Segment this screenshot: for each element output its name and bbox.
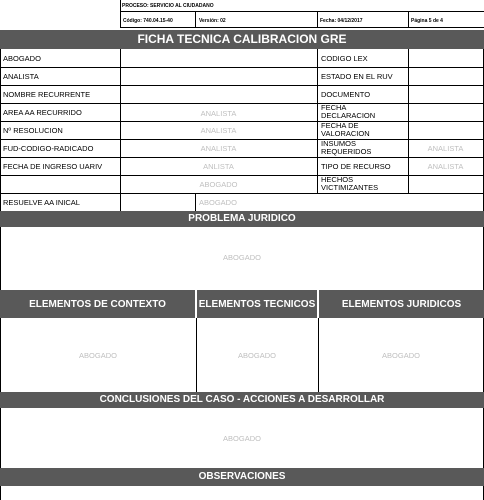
abogado-label: ABOGADO — [3, 54, 41, 63]
resuelve-label: RESUELVE AA INICAL — [3, 198, 80, 207]
contexto-placeholder: ABOGADO — [79, 351, 117, 360]
contexto-header: ELEMENTOS DE CONTEXTO — [0, 290, 195, 318]
process-label: PROCESO: SERVICIO AL CIUDADANO — [122, 3, 214, 9]
documento-label: DOCUMENTO — [321, 90, 371, 99]
nombre-recurrente-label: NOMBRE RECURRENTE — [3, 90, 91, 99]
fecha-ingreso-label: FECHA DE INGRESO UARIV — [3, 162, 103, 171]
analista-label: ANALISTA — [3, 72, 39, 81]
conclusiones-header: CONCLUSIONES DEL CASO - ACCIONES A DESARROLLAR — [0, 392, 484, 408]
tecnicos-placeholder: ABOGADO — [238, 351, 276, 360]
tipo-recurso-placeholder: ANALISTA — [427, 162, 464, 171]
row8-placeholder: ABOGADO — [199, 180, 238, 189]
page-label: Página 5 de 4 — [411, 18, 443, 24]
n-resolucion-label: Nº RESOLUCION — [3, 126, 63, 135]
insumos-label: INSUMOS REQUERIDOS — [321, 139, 372, 156]
form-title: FICHA TECNICA CALIBRACION GRE — [0, 30, 484, 49]
date-label: Fecha: 04/12/2017 — [320, 18, 363, 24]
observaciones-header: OBSERVACIONES — [0, 468, 484, 486]
fud-label: FUD-CODIGO-RADICADO — [3, 144, 94, 153]
estado-ruv-label: ESTADO EN EL RUV — [321, 72, 393, 81]
tecnicos-header: ELEMENTOS TECNICOS — [197, 290, 317, 318]
n-resolucion-placeholder: ANALISTA — [200, 126, 237, 135]
fecha-ingreso-placeholder: ANLISTA — [203, 162, 234, 171]
resuelve-placeholder: ABOGADO — [199, 198, 237, 207]
insumos-placeholder: ANALISTA — [427, 144, 464, 153]
problema-header: PROBLEMA JURIDICO — [0, 211, 484, 227]
area-aa-label: AREA AA RECURRIDO — [3, 108, 82, 117]
conclusiones-placeholder: ABOGADO — [223, 434, 261, 443]
version-label: Versión: 02 — [199, 18, 226, 24]
juridicos-header: ELEMENTOS JURIDICOS — [319, 290, 484, 318]
fecha-declaracion-label: FECHA DECLARACION — [321, 103, 376, 120]
juridicos-placeholder: ABOGADO — [382, 351, 420, 360]
area-aa-placeholder: ANALISTA — [200, 109, 237, 118]
codigo-lex-label: CODIGO LEX — [321, 54, 368, 63]
problema-placeholder: ABOGADO — [223, 253, 261, 262]
tipo-recurso-label: TIPO DE RECURSO — [321, 162, 391, 171]
code-label: Código: 740.04.15-40 — [123, 18, 173, 24]
fecha-valoracion-label: FECHA DE VALORACION — [321, 121, 370, 138]
hechos-label: HECHOS VICTIMIZANTES — [321, 175, 379, 192]
fud-placeholder: ANALISTA — [200, 144, 237, 153]
